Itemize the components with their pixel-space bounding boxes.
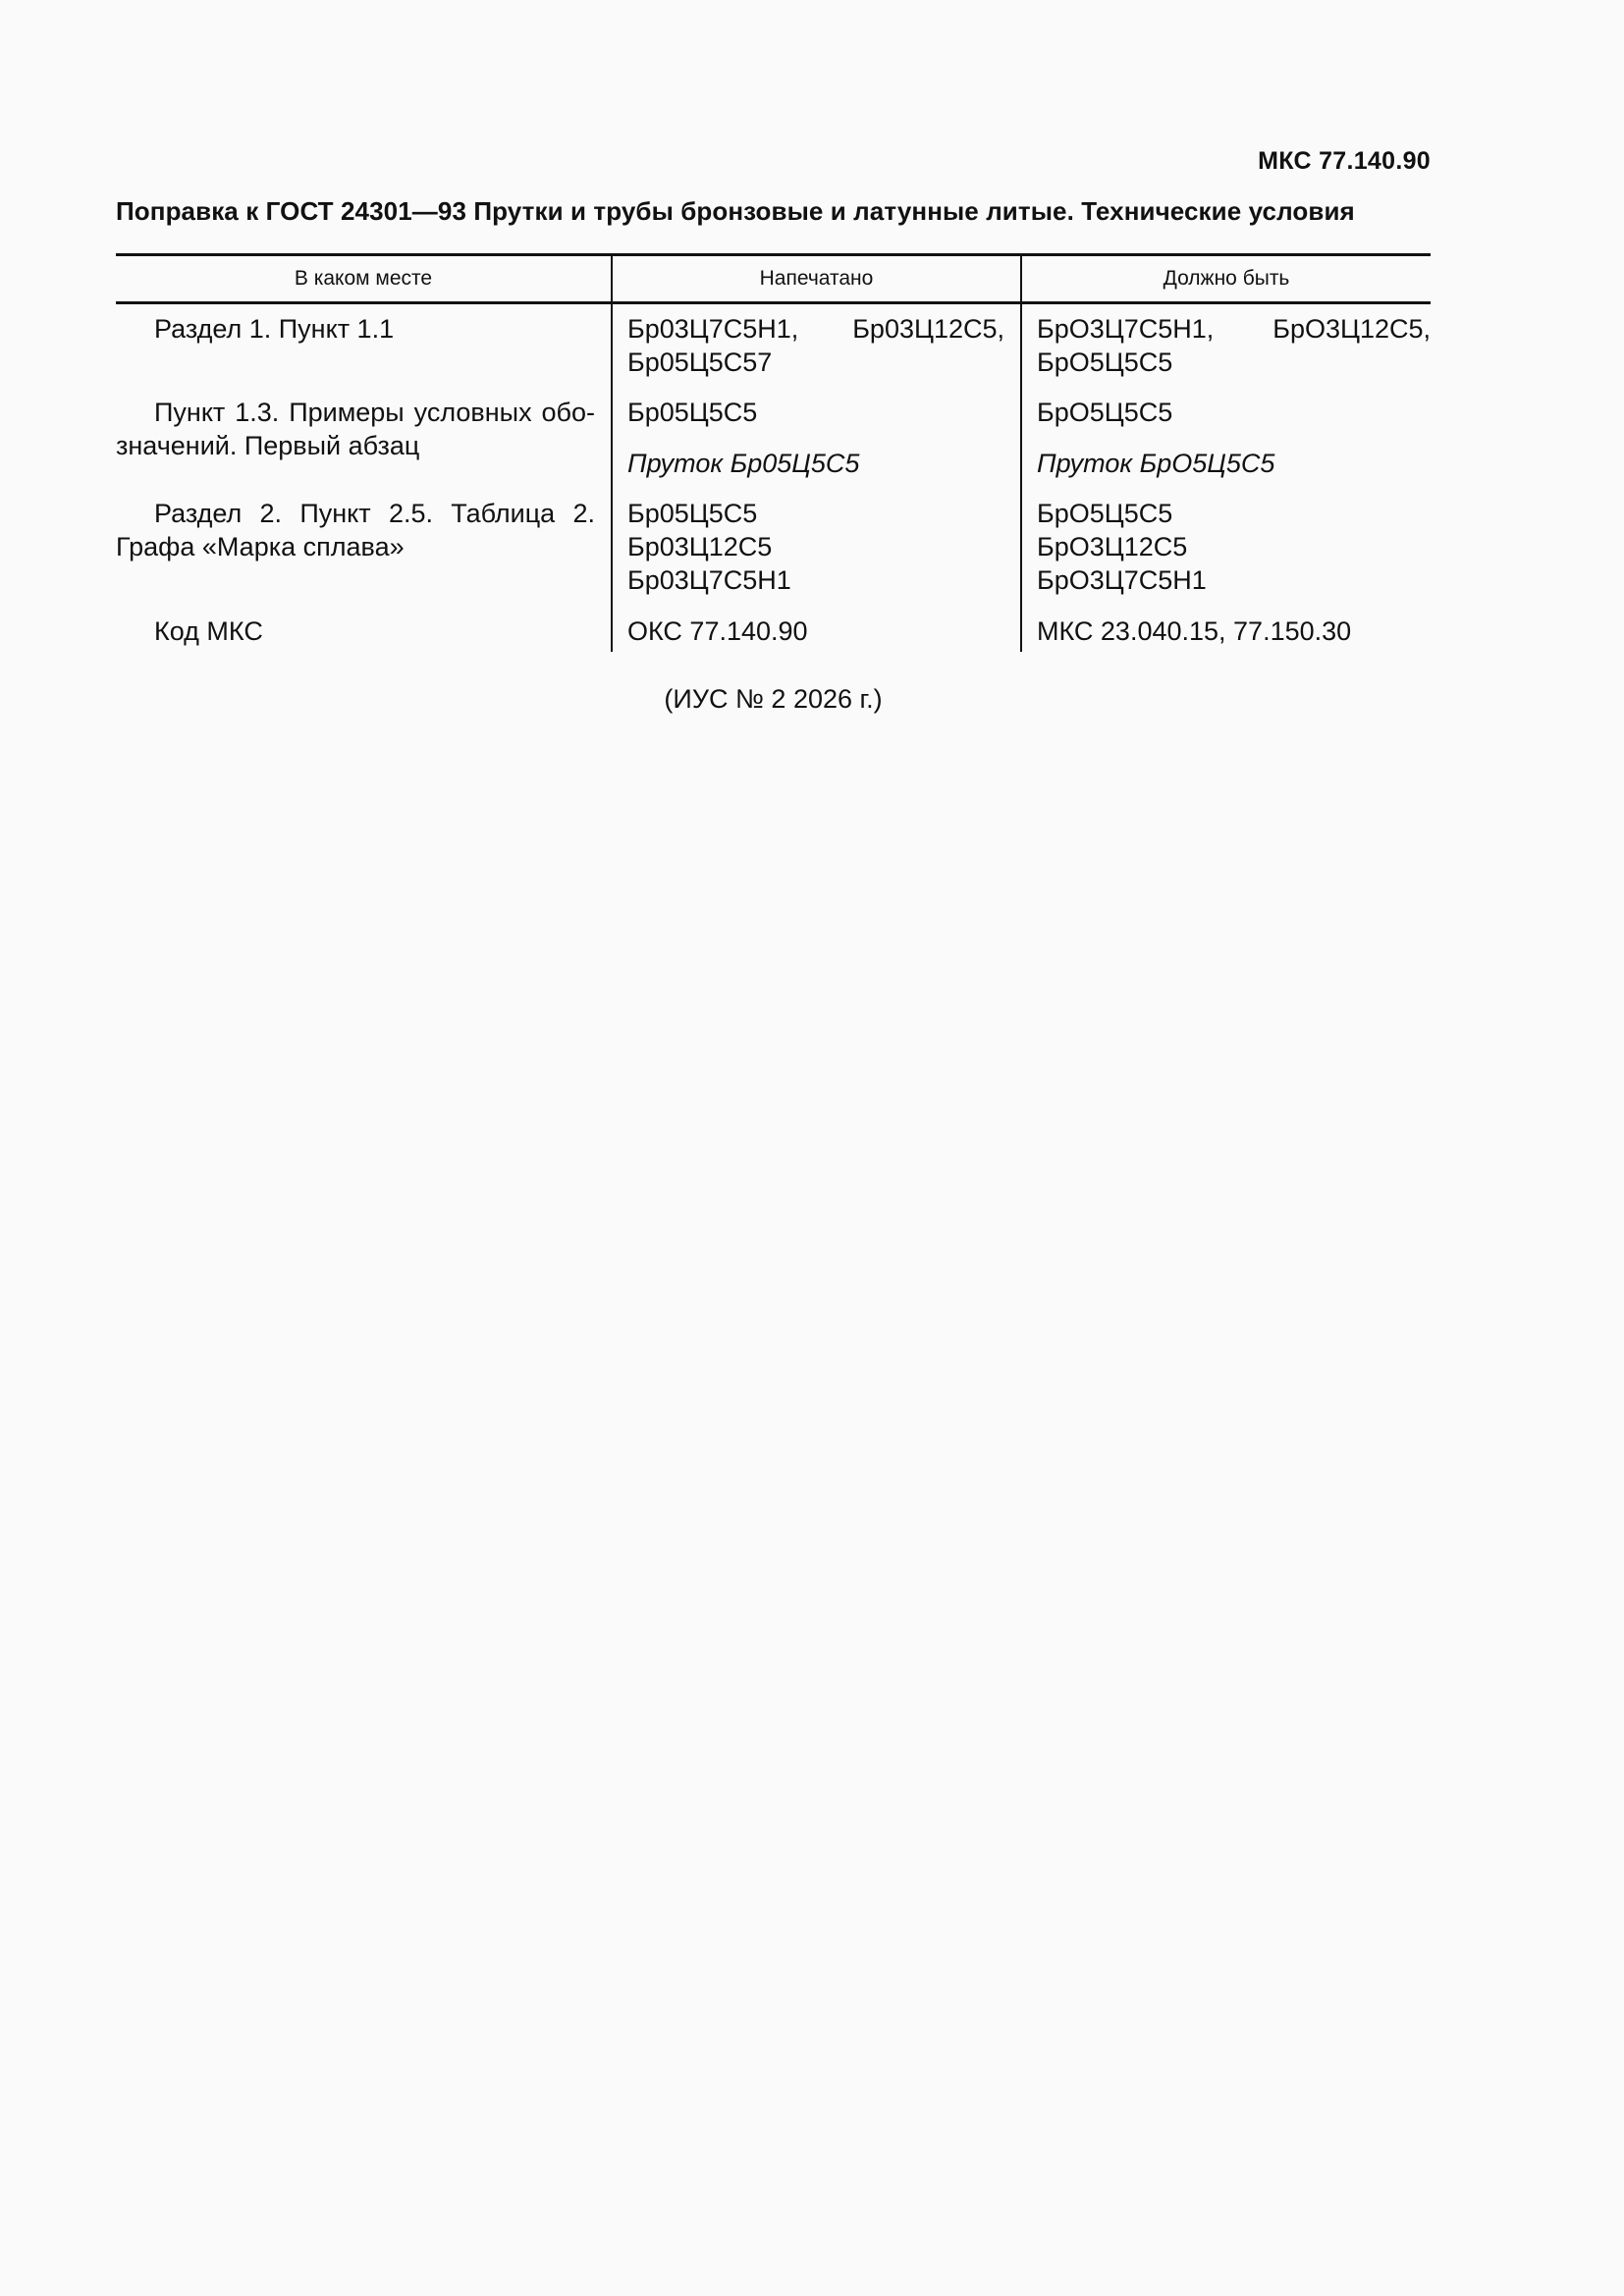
mks-code: МКС 77.140.90 <box>1258 147 1431 175</box>
value-text: Бр03Ц7С5Н1, <box>627 314 799 344</box>
table-header-row <box>116 255 1431 303</box>
table-row <box>116 379 1431 480</box>
cell-where: Код МКС <box>154 616 263 646</box>
cell-where: Раздел 1. Пункт 1.1 <box>154 314 395 344</box>
value-text: БрО3Ц12С5, <box>1272 314 1431 344</box>
cell-printed <box>612 480 1021 597</box>
value-text: БрО3Ц7С5Н1 <box>1037 565 1207 595</box>
value-text: Бр03Ц12С5, <box>852 314 1004 344</box>
cell-should-be <box>1021 303 1431 380</box>
value-text: БрО5Ц5С5 <box>1037 499 1173 528</box>
value-text: Бр03Ц12С5 <box>627 532 773 561</box>
cell-should-be <box>1021 379 1431 480</box>
correction-table <box>116 253 1431 652</box>
cell-should-be: МКС 23.040.15, 77.150.30 <box>1021 597 1431 652</box>
cell-where: Раздел 2. Пункт 2.5. Таблица 2. Графа «Марка сплава» <box>116 499 595 561</box>
italic-example-text: Пруток БрО5Ц5С5 <box>1037 449 1275 478</box>
italic-example-text: Пруток Бр05Ц5С5 <box>627 449 860 478</box>
cell-printed <box>612 379 1021 480</box>
table-row <box>116 480 1431 597</box>
value-text: БрО3Ц12С5 <box>1037 532 1188 561</box>
value-text: БрО5Ц5С5 <box>1037 347 1173 377</box>
value-line <box>1037 312 1431 346</box>
table-row <box>116 303 1431 380</box>
cell-should-be <box>1021 480 1431 597</box>
column-header-where: В каком месте <box>116 255 612 303</box>
issue-note: (ИУС № 2 2026 г.) <box>664 684 883 714</box>
value-text: Бр03Ц7С5Н1 <box>627 565 791 595</box>
value-text: БрО5Ц5С5 <box>1037 398 1173 427</box>
cell-where: Пункт 1.3. Примеры условных обозначений. Первый абзац <box>116 398 595 460</box>
value-text: БрО3Ц7С5Н1, <box>1037 314 1215 344</box>
value-text: Бр05Ц5С57 <box>627 347 773 377</box>
value-text: Бр05Ц5С5 <box>627 499 758 528</box>
table-row <box>116 597 1431 652</box>
cell-printed: ОКС 77.140.90 <box>612 597 1021 652</box>
document-title: Поправка к ГОСТ 24301—93 Прутки и трубы бронзовые и латунные литые. Технические условия <box>116 196 1355 226</box>
value-line <box>627 312 1004 346</box>
cell-printed <box>612 303 1021 380</box>
value-text: Бр05Ц5С5 <box>627 398 758 427</box>
column-header-printed: Напечатано <box>612 255 1021 303</box>
column-header-should-be: Должно быть <box>1021 255 1431 303</box>
